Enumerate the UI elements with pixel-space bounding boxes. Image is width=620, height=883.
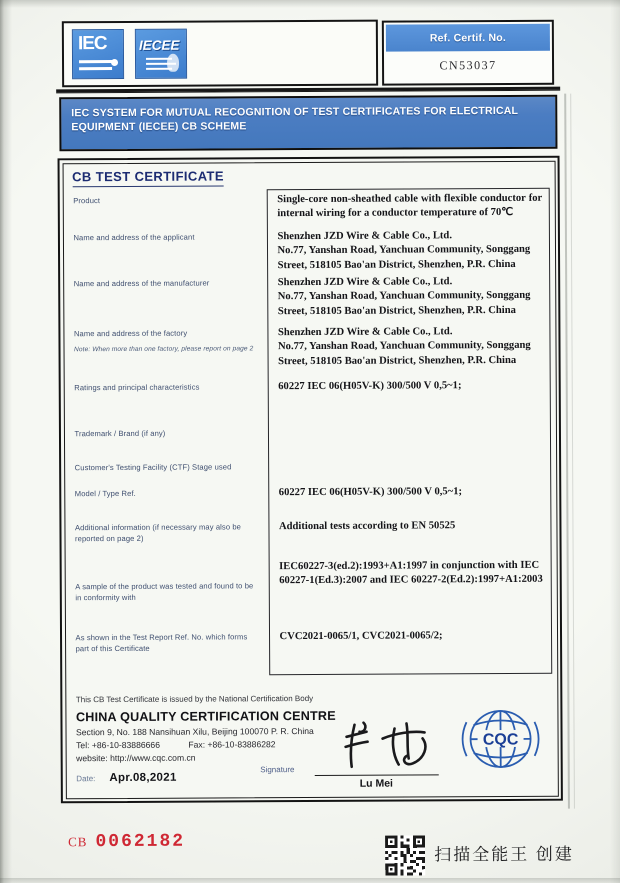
iecee-logo-line (146, 62, 176, 65)
field-value: CVC2021-0065/1, CVC2021-0065/2; (268, 624, 556, 675)
field-value (267, 420, 555, 456)
applicant-name: Shenzhen JZD Wire & Cable Co., Ltd. (277, 228, 542, 244)
iecee-logo-text: IECEE (139, 38, 180, 53)
handwritten-signature (332, 714, 442, 773)
signature-block (304, 728, 454, 729)
factory-name: Shenzhen JZD Wire & Cable Co., Ltd. (278, 324, 543, 340)
ref-certif-box (382, 20, 554, 86)
field-value (267, 320, 555, 376)
certification-body-website: website: http://www.cqc.com.cn (76, 752, 195, 763)
field-row-applicant (63, 224, 554, 273)
field-row-manufacturer (64, 270, 555, 323)
iecee-logo-line (146, 57, 172, 60)
field-row-factory (64, 320, 555, 377)
scheme-banner: IEC SYSTEM FOR MUTUAL RECOGNITION OF TEST CERTIFICATES FOR ELECTRICAL EQUIPMENT (IECEE) CB SCHEME (59, 95, 557, 152)
certificate-title: CB TEST CERTIFICATE (72, 168, 224, 187)
iec-logo-text: IEC (78, 33, 107, 55)
factory-label: Name and address of the factory (74, 328, 187, 338)
field-row-ratings (64, 374, 555, 423)
factory-address: No.77, Yanshan Road, Yanchuan Community, Songgang Street, 518105 Bao'an District, Shenzhen, P.R. China (278, 339, 543, 370)
ref-certif-number: CN53037 (384, 58, 552, 74)
field-value: IEC60227-3(ed.2):1993+A1:1997 in conjunction with IEC 60227-1(Ed.3):2007 and IEC 60227-2(Ed.2):1997+A1:2003 (268, 554, 556, 626)
field-label: Model / Type Ref. (65, 482, 268, 517)
qr-code (385, 835, 425, 875)
signature-line (314, 774, 438, 776)
field-row-conformity (65, 554, 556, 627)
field-value: Single-core non-sheathed cable with flexible conductor for internal wiring for a conductor temperature of 70℃ (266, 187, 554, 226)
field-row-product (63, 187, 554, 227)
field-row-test-report (65, 624, 556, 676)
field-label: A sample of the product was tested and found to be in conformity with (65, 556, 268, 627)
header-divider-rule (56, 87, 560, 94)
header-logo-box (62, 20, 378, 88)
manufacturer-name: Shenzhen JZD Wire & Cable Co., Ltd. (278, 274, 543, 290)
field-value: 60227 IEC 06(H05V-K) 300/500 V 0,5~1; (268, 480, 556, 516)
field-label: Product (63, 189, 266, 227)
certification-body-name: CHINA QUALITY CERTIFICATION CENTRE (76, 708, 336, 723)
certificate-body-frame (58, 156, 563, 804)
scan-app-caption: 扫描全能王 创建 (434, 840, 574, 866)
field-value: 60227 IEC 06(H05V-K) 300/500 V 0,5~1; (267, 374, 555, 422)
fax-number: Fax: +86-10-83886282 (188, 739, 275, 749)
field-label: Additional information (if necessary may also be reported on page 2) (65, 516, 268, 557)
field-row-trademark (64, 420, 555, 457)
certification-body-address: Section 9, No. 188 Nansihuan Xilu, Beijing 100070 P. R. China (76, 725, 314, 736)
field-rows (63, 187, 557, 676)
iec-logo (72, 29, 124, 79)
iec-logo-bar (79, 67, 112, 71)
field-label: Name and address of the manufacturer (64, 272, 267, 323)
field-label: As shown in the Test Report Ref. No. which forms part of this Certificate (65, 626, 268, 676)
field-value (267, 270, 555, 322)
field-label: Trademark / Brand (if any) (64, 422, 267, 457)
factory-note: Note: When more than one factory, please report on page 2 (74, 344, 257, 355)
cqc-logo-text: CQC (482, 731, 518, 748)
certification-body-contacts (76, 739, 276, 750)
field-label: Name and address of the applicant (63, 226, 266, 273)
cb-serial-number (68, 832, 185, 853)
issued-by-statement: This CB Test Certificate is issued by the National Certification Body (76, 693, 313, 703)
cqc-logo (457, 707, 543, 769)
cb-serial-prefix: CB (68, 834, 87, 850)
field-value: Additional tests according to EN 50525 (268, 514, 556, 556)
signatory-name: Lu Mei (314, 777, 438, 790)
field-value (266, 224, 554, 272)
date-value: Apr.08,2021 (109, 771, 176, 783)
iecee-logo (135, 29, 187, 79)
applicant-address: No.77, Yanshan Road, Yanchuan Community, Songgang Street, 518105 Bao'an District, Shenzhen, P.R. China (277, 243, 542, 274)
signature-label: Signature (260, 765, 294, 774)
iec-logo-bar (79, 60, 112, 64)
paper-edge-line (564, 94, 570, 809)
field-row-ctf (65, 454, 556, 483)
field-value (268, 454, 556, 482)
field-label (64, 322, 267, 377)
certificate-body (62, 160, 558, 799)
date-row (76, 771, 176, 784)
tel-number: Tel: +86-10-83886666 (76, 739, 160, 749)
manufacturer-address: No.77, Yanshan Road, Yanchuan Community, Songgang Street, 518105 Bao'an District, Shenzhen, P.R. China (278, 289, 543, 320)
qr-code-image (385, 835, 425, 875)
ref-certif-label: Ref. Certif. No. (386, 24, 550, 52)
iec-logo-dot (111, 59, 118, 66)
paper-edge-line (570, 94, 575, 809)
field-row-model (65, 480, 556, 517)
field-label: Customer's Testing Facility (CTF) Stage used (65, 456, 268, 483)
field-label: Ratings and principal characteristics (64, 376, 267, 423)
iecee-logo-line (146, 67, 172, 70)
field-row-additional-info (65, 514, 556, 557)
date-label: Date: (76, 774, 95, 783)
cb-serial-digits: 0062182 (95, 832, 185, 852)
